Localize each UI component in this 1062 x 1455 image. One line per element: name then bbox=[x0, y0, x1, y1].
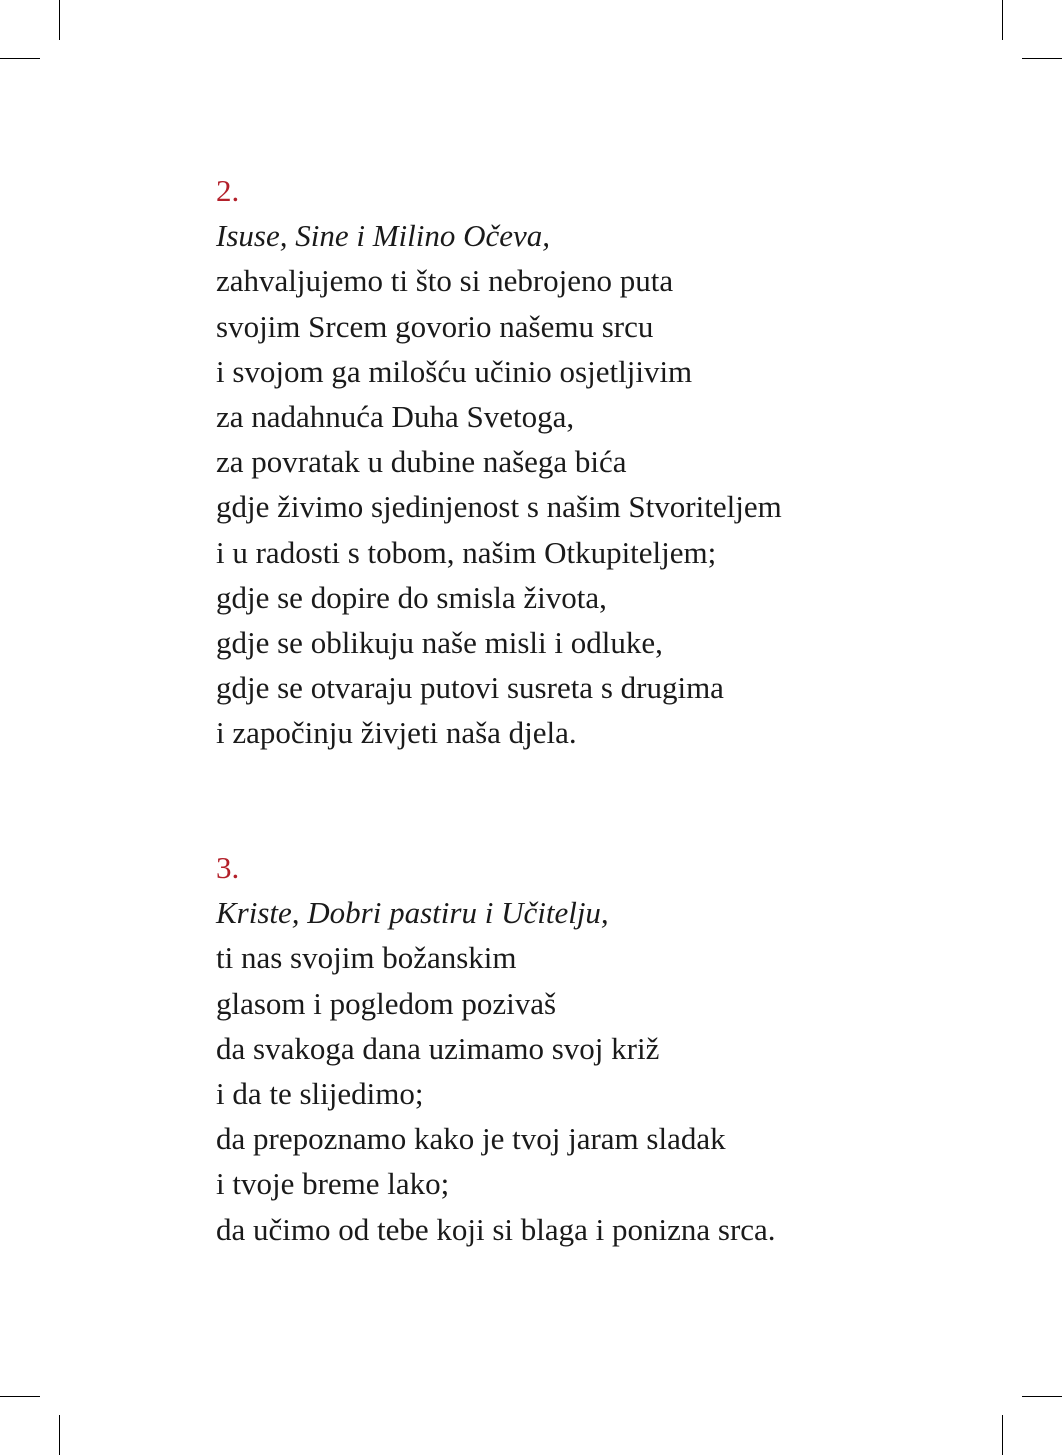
stanza-invocation: Kriste, Dobri pastiru i Učitelju, bbox=[216, 895, 609, 931]
verse-line: ti nas svojim božanskim bbox=[216, 940, 517, 976]
verse-line: gdje se dopire do smisla života, bbox=[216, 579, 607, 615]
verse-line: zahvaljujemo ti što si nebrojeno puta bbox=[216, 263, 674, 299]
verse-line: gdje živimo sjedinjenost s našim Stvoriteljem bbox=[216, 489, 782, 525]
stanza-2 bbox=[216, 168, 782, 755]
crop-mark-top-right-vertical bbox=[1002, 0, 1003, 40]
verse-line: da svakoga dana uzimamo svoj križ bbox=[216, 1030, 660, 1066]
crop-mark-bottom-left-vertical bbox=[59, 1415, 60, 1455]
verse-line: glasom i pogledom pozivaš bbox=[216, 985, 557, 1021]
verse-line: za nadahnuća Duha Svetoga, bbox=[216, 398, 575, 434]
verse-line: gdje se oblikuju naše misli i odluke, bbox=[216, 624, 663, 660]
stanza-invocation: Isuse, Sine i Milino Očeva, bbox=[216, 218, 551, 254]
verse-line: svojim Srcem govorio našemu srcu bbox=[216, 308, 654, 344]
verse-line: da prepoznamo kako je tvoj jaram sladak bbox=[216, 1121, 726, 1157]
verse-line: i da te slijedimo; bbox=[216, 1075, 424, 1111]
crop-mark-top-left-horizontal bbox=[0, 58, 40, 59]
crop-mark-bottom-right-horizontal bbox=[1022, 1396, 1062, 1397]
stanza-number: 2. bbox=[216, 173, 240, 208]
verse-line: i svojom ga milošću učinio osjetljivim bbox=[216, 353, 693, 389]
crop-mark-bottom-right-vertical bbox=[1002, 1415, 1003, 1455]
verse-line: i započinju živjeti naša djela. bbox=[216, 715, 577, 751]
verse-line: da učimo od tebe koji si blaga i ponizna srca. bbox=[216, 1211, 776, 1247]
stanza-number: 3. bbox=[216, 850, 240, 885]
verse-line: i u radosti s tobom, našim Otkupiteljem; bbox=[216, 534, 717, 570]
crop-mark-top-left-vertical bbox=[59, 0, 60, 40]
verse-line: gdje se otvaraju putovi susreta s drugima bbox=[216, 670, 724, 706]
stanza-3 bbox=[216, 845, 776, 1252]
verse-line: za povratak u dubine našega bića bbox=[216, 444, 627, 480]
verse-line: i tvoje breme lako; bbox=[216, 1166, 450, 1202]
crop-mark-bottom-left-horizontal bbox=[0, 1396, 40, 1397]
crop-mark-top-right-horizontal bbox=[1022, 58, 1062, 59]
